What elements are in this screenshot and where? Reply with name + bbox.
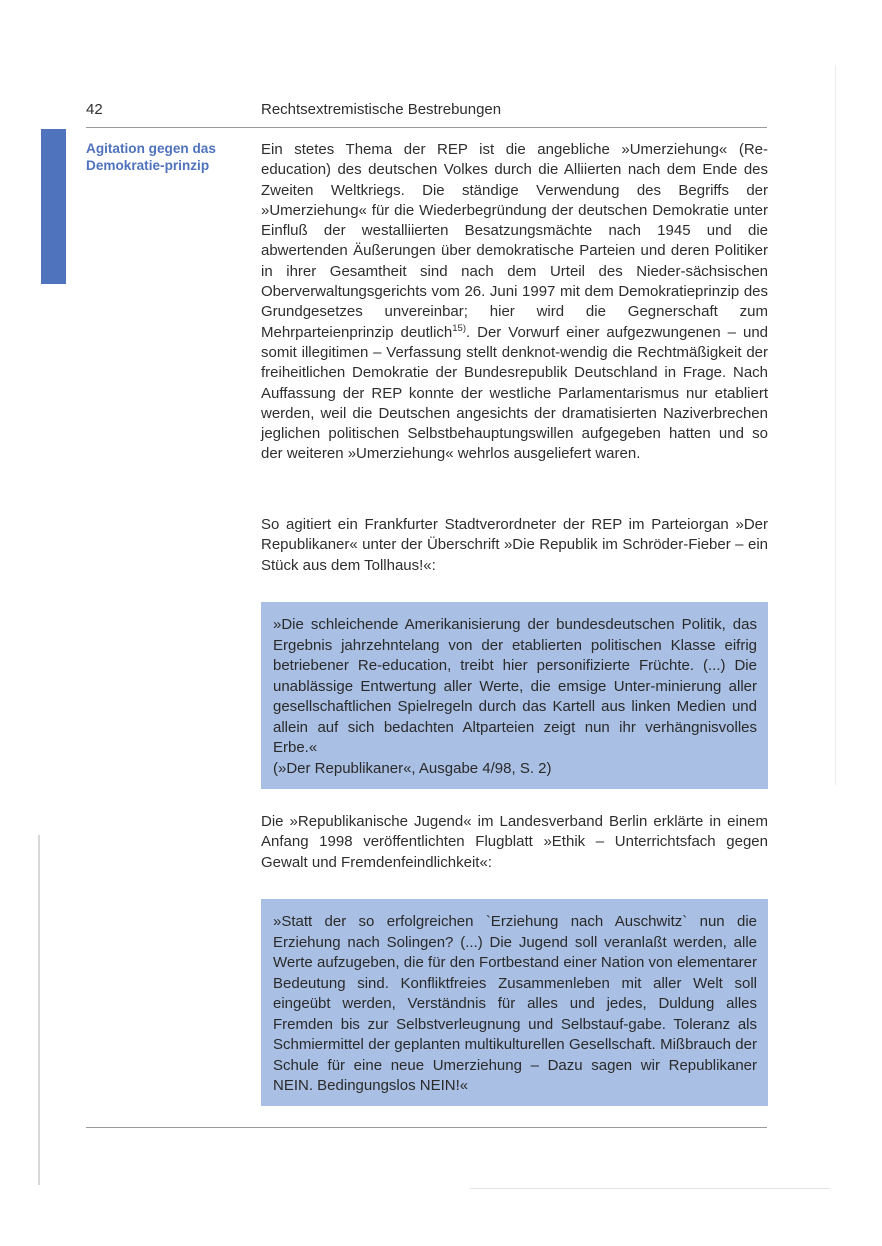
scan-edge-shadow (38, 835, 40, 1185)
quote-1-text: »Die schleichende Amerikanisierung der bundesdeutschen Politik, das Ergebnis jahrzehntelang von der etablierten politischen Klasse eifrig betriebener Re-education, treibt hier personifizierte Früchte. (...) Die unablässige Entwertung aller Werte, die emsige Unter-minierung aller gesellschaftlichen Spielregeln durch das Kartell aus linken Medien und allein auf sich bedachten Altparteien zeigt nun ihr verhängnisvolles Erbe.« (273, 616, 757, 756)
page-number: 42 (86, 101, 103, 118)
quote-box-1 (261, 602, 768, 789)
body-paragraph-2: So agitiert ein Frankfurter Stadtverordneter der REP im Parteiorgan »Der Republikaner« unter der Überschrift »Die Republik im Schröder-Fieber – ein Stück aus dem Tollhaus!«: (261, 516, 768, 574)
quote-1-source: (»Der Republikaner«, Ausgabe 4/98, S. 2) (273, 759, 552, 777)
body-paragraph-1 (261, 140, 768, 465)
scan-edge-shadow (470, 1188, 830, 1189)
margin-heading: Agitation gegen das Demokratie-prinzip (86, 141, 216, 173)
margin-accent-bar (41, 129, 66, 284)
footer-divider (86, 1127, 767, 1128)
header-divider (86, 127, 767, 128)
footnote-reference: 15) (452, 322, 466, 334)
paragraph-1-text: Ein stetes Thema der REP ist die angebliche »Umerziehung« (Re-education) des deutschen Volkes durch die Alliierten nach dem Ende des Zweiten Weltkriegs. Die ständige Verwendung des Begriffs der »Umerziehung« für die Wiederbegründung der deutschen Demokratie unter Einfluß der westalliierten Besatzungsmächte nach 1945 und die abwertenden Äußerungen über demokratische Parteien und deren Politiker in ihrer Gesamtheit sind nach dem Urteil des Nieder-sächsischen Oberverwaltungsgerichts vom 26. Juni 1997 mit dem Demokratieprinzip des Grundgesetzes unvereinbar; hier wird die Gegnerschaft zum Mehrparteienprinzip deutlich (261, 141, 768, 341)
quote-box-2 (261, 899, 768, 1106)
body-paragraph-3: Die »Republikanische Jugend« im Landesverband Berlin erklärte in einem Anfang 1998 veröffentlichten Flugblatt »Ethik – Unterrichtsfach gegen Gewalt und Fremdenfeindlichkeit«: (261, 813, 768, 871)
running-title: Rechtsextremistische Bestrebungen (261, 101, 502, 118)
paragraph-1-continuation: . Der Vorwurf einer aufgezwungenen – und somit illegitimen – Verfassung stellt denknot-wendig die Rechtmäßigkeit der freiheitlichen Demokratie der Bundesrepublik Deutschland in Frage. Nach Auffassung der REP konnte der westliche Parlamentarismus nur etabliert werden, weil die Deutschen angesichts der dramatisierten Naziverbrechen jeglichen politischen Selbstbehauptungswillen aufgegeben hatten und so der weiteren »Umerziehung« wehrlos ausgeliefert waren. (261, 323, 769, 463)
scan-edge-shadow (835, 65, 836, 785)
quote-2-text: »Statt der so erfolgreichen `Erziehung nach Auschwitz` nun die Erziehung nach Solingen? (...) Die Jugend soll veranlaßt werden, alle Werte aufzugeben, die für den Fortbestand einer Nation von elementarer Bedeutung sind. Konfliktfreies Zusammenleben mit aller Welt soll eingeübt werden, Verständnis für alles und jedes, Duldung alles Fremden bis zur Selbstverleugnung und Selbstauf-gabe. Toleranz als Schmiermittel der geplanten multikulturellen Gesellschaft. Mißbrauch der Schule für eine neue Umerziehung – Dazu sagen wir Republikaner NEIN. Bedingungslos NEIN!« (273, 913, 757, 1094)
